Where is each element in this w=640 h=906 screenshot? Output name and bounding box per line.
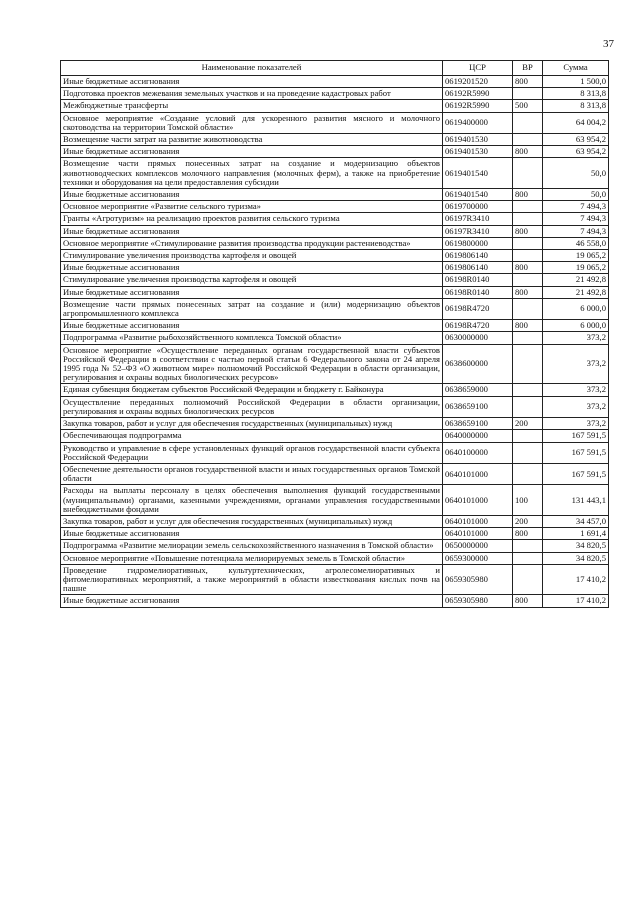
cell-csr: 0638659100 — [443, 396, 513, 417]
cell-vr: 800 — [513, 146, 543, 158]
header-vr: ВР — [513, 61, 543, 76]
cell-name: Основное мероприятие «Развитие сельского туризма» — [61, 201, 443, 213]
cell-name: Основное мероприятие «Осуществление переданных органам государственной власти субъектов Российской Федерации в соответствии с частью первой статьи 6 Федерального закона от 24 апреля 1995 года № 52–ФЗ «О животном мире» полномочий Российской Федерации в области организации, регулирования и охраны водных биологических ресурсов» — [61, 344, 443, 384]
cell-name: Обеспечение деятельности органов государственной власти и иных государственных органов Томской области — [61, 463, 443, 484]
table-row — [61, 274, 609, 286]
cell-sum: 17 410,2 — [543, 595, 609, 607]
cell-vr: 800 — [513, 76, 543, 88]
cell-csr: 0640000000 — [443, 430, 513, 442]
table-row — [61, 213, 609, 225]
cell-sum: 21 492,8 — [543, 286, 609, 298]
cell-name: Расходы на выплаты персоналу в целях обеспечения выполнения функций государственными (муниципальными) органами, казенными учреждениями, органами управления государственными внебюджетными фондами — [61, 485, 443, 516]
cell-name: Закупка товаров, работ и услуг для обеспечения государственных (муниципальных) нужд — [61, 515, 443, 527]
cell-csr: 0638659100 — [443, 418, 513, 430]
cell-vr — [513, 344, 543, 384]
cell-name: Иные бюджетные ассигнования — [61, 189, 443, 201]
cell-vr: 200 — [513, 515, 543, 527]
table-row — [61, 286, 609, 298]
cell-csr: 06197R3410 — [443, 213, 513, 225]
cell-sum: 373,2 — [543, 396, 609, 417]
cell-sum: 167 591,5 — [543, 463, 609, 484]
cell-vr — [513, 237, 543, 249]
cell-csr: 0630000000 — [443, 332, 513, 344]
table-row — [61, 134, 609, 146]
table-row — [61, 515, 609, 527]
table-row — [61, 100, 609, 112]
cell-csr: 0640101000 — [443, 515, 513, 527]
cell-sum: 1 691,4 — [543, 528, 609, 540]
cell-csr: 0640101000 — [443, 528, 513, 540]
table-row — [61, 540, 609, 552]
table-row — [61, 146, 609, 158]
cell-sum: 1 500,0 — [543, 76, 609, 88]
table-row — [61, 528, 609, 540]
cell-vr: 800 — [513, 320, 543, 332]
table-row — [61, 112, 609, 133]
cell-vr — [513, 213, 543, 225]
cell-csr: 0640100000 — [443, 442, 513, 463]
cell-name: Стимулирование увеличения производства картофеля и овощей — [61, 274, 443, 286]
cell-vr — [513, 250, 543, 262]
cell-sum: 167 591,5 — [543, 442, 609, 463]
cell-csr: 0659300000 — [443, 552, 513, 564]
cell-vr: 800 — [513, 528, 543, 540]
cell-csr: 0638600000 — [443, 344, 513, 384]
cell-vr — [513, 158, 543, 189]
cell-sum: 46 558,0 — [543, 237, 609, 249]
cell-csr: 0619700000 — [443, 201, 513, 213]
table-row — [61, 430, 609, 442]
table-header-row — [61, 61, 609, 76]
cell-csr: 0619400000 — [443, 112, 513, 133]
cell-vr — [513, 552, 543, 564]
cell-vr — [513, 564, 543, 595]
cell-sum: 64 004,2 — [543, 112, 609, 133]
table-row — [61, 552, 609, 564]
table-row — [61, 237, 609, 249]
cell-sum: 131 443,1 — [543, 485, 609, 516]
table-row — [61, 344, 609, 384]
cell-name: Подпрограмма «Развитие мелиорации земель сельскохозяйственного назначения в Томской области» — [61, 540, 443, 552]
table-row — [61, 418, 609, 430]
cell-vr: 500 — [513, 100, 543, 112]
cell-vr — [513, 396, 543, 417]
cell-name: Единая субвенция бюджетам субъектов Российской Федерации и бюджету г. Байконура — [61, 384, 443, 396]
cell-vr — [513, 201, 543, 213]
table-row — [61, 298, 609, 319]
cell-sum: 17 410,2 — [543, 564, 609, 595]
cell-csr: 0640101000 — [443, 485, 513, 516]
table-row — [61, 442, 609, 463]
cell-name: Гранты «Агротуризм» на реализацию проектов развития сельского туризма — [61, 213, 443, 225]
cell-vr — [513, 463, 543, 484]
cell-csr: 06192R5990 — [443, 88, 513, 100]
cell-name: Подготовка проектов межевания земельных участков и на проведение кадастровых работ — [61, 88, 443, 100]
cell-vr — [513, 112, 543, 133]
cell-vr — [513, 298, 543, 319]
cell-name: Проведение гидромелиоративных, культуртехнических, агролесомелиоративных и фитомелиоративных мероприятий, а также мероприятий в области известкования кислых почв на пашне — [61, 564, 443, 595]
cell-name: Иные бюджетные ассигнования — [61, 528, 443, 540]
cell-csr: 0619401540 — [443, 189, 513, 201]
cell-sum: 373,2 — [543, 384, 609, 396]
cell-sum: 8 313,8 — [543, 88, 609, 100]
cell-csr: 06192R5990 — [443, 100, 513, 112]
cell-vr — [513, 384, 543, 396]
cell-csr: 06198R4720 — [443, 298, 513, 319]
cell-name: Основное мероприятие «Создание условий для ускоренного развития мясного и молочного скотоводства на территории Томской области» — [61, 112, 443, 133]
cell-sum: 50,0 — [543, 158, 609, 189]
cell-csr: 0619800000 — [443, 237, 513, 249]
cell-sum: 373,2 — [543, 332, 609, 344]
cell-name: Возмещение части затрат на развитие животноводства — [61, 134, 443, 146]
header-csr: ЦСР — [443, 61, 513, 76]
cell-sum: 6 000,0 — [543, 320, 609, 332]
cell-name: Осуществление переданных полномочий Российской Федерации в области организации, регулирования и охраны водных биологических ресурсов — [61, 396, 443, 417]
cell-name: Основное мероприятие «Повышение потенциала мелиорируемых земель в Томской области» — [61, 552, 443, 564]
cell-sum: 19 065,2 — [543, 262, 609, 274]
cell-csr: 0619806140 — [443, 250, 513, 262]
cell-sum: 34 820,5 — [543, 540, 609, 552]
table-row — [61, 201, 609, 213]
cell-sum: 34 457,0 — [543, 515, 609, 527]
table-row — [61, 158, 609, 189]
table-row — [61, 320, 609, 332]
cell-csr: 06198R4720 — [443, 320, 513, 332]
cell-vr — [513, 540, 543, 552]
budget-table — [60, 60, 609, 608]
cell-sum: 373,2 — [543, 418, 609, 430]
cell-csr: 0640101000 — [443, 463, 513, 484]
cell-sum: 50,0 — [543, 189, 609, 201]
page-number: 37 — [603, 38, 614, 50]
cell-sum: 34 820,5 — [543, 552, 609, 564]
table-row — [61, 332, 609, 344]
cell-vr — [513, 274, 543, 286]
cell-name: Иные бюджетные ассигнования — [61, 76, 443, 88]
cell-name: Основное мероприятие «Стимулирование развития производства продукции растениеводства» — [61, 237, 443, 249]
cell-vr: 800 — [513, 262, 543, 274]
cell-csr: 06197R3410 — [443, 225, 513, 237]
cell-name: Возмещение части прямых понесенных затрат на создание и модернизацию объектов животноводческих комплексов молочного направления (молочных ферм), а также на приобретение техники и оборудования на цели предоставления субсидии — [61, 158, 443, 189]
table-row — [61, 564, 609, 595]
cell-name: Руководство и управление в сфере установленных функций органов государственной власти субъекта Российской Федерации — [61, 442, 443, 463]
cell-csr: 0619806140 — [443, 262, 513, 274]
cell-vr — [513, 332, 543, 344]
cell-csr: 0650000000 — [443, 540, 513, 552]
cell-csr: 0659305980 — [443, 595, 513, 607]
cell-sum: 7 494,3 — [543, 213, 609, 225]
cell-vr — [513, 430, 543, 442]
cell-name: Иные бюджетные ассигнования — [61, 146, 443, 158]
cell-name: Иные бюджетные ассигнования — [61, 286, 443, 298]
cell-name: Стимулирование увеличения производства картофеля и овощей — [61, 250, 443, 262]
table-row — [61, 76, 609, 88]
cell-csr: 0619401540 — [443, 158, 513, 189]
cell-sum: 19 065,2 — [543, 250, 609, 262]
cell-name: Обеспечивающая подпрограмма — [61, 430, 443, 442]
cell-csr: 0659305980 — [443, 564, 513, 595]
cell-vr: 800 — [513, 225, 543, 237]
cell-csr: 0619401530 — [443, 134, 513, 146]
header-name: Наименование показателей — [61, 61, 443, 76]
cell-csr: 0638659000 — [443, 384, 513, 396]
cell-sum: 63 954,2 — [543, 134, 609, 146]
cell-name: Закупка товаров, работ и услуг для обеспечения государственных (муниципальных) нужд — [61, 418, 443, 430]
header-sum: Сумма — [543, 61, 609, 76]
cell-name: Иные бюджетные ассигнования — [61, 595, 443, 607]
table-row — [61, 88, 609, 100]
cell-vr: 800 — [513, 189, 543, 201]
cell-sum: 7 494,3 — [543, 225, 609, 237]
cell-sum: 8 313,8 — [543, 100, 609, 112]
cell-vr — [513, 134, 543, 146]
table-row — [61, 396, 609, 417]
table-body — [61, 76, 609, 608]
cell-sum: 63 954,2 — [543, 146, 609, 158]
cell-vr — [513, 88, 543, 100]
cell-name: Иные бюджетные ассигнования — [61, 225, 443, 237]
table-row — [61, 250, 609, 262]
cell-sum: 6 000,0 — [543, 298, 609, 319]
cell-vr: 800 — [513, 286, 543, 298]
cell-vr: 200 — [513, 418, 543, 430]
cell-sum: 7 494,3 — [543, 201, 609, 213]
table-row — [61, 485, 609, 516]
cell-name: Иные бюджетные ассигнования — [61, 262, 443, 274]
table-row — [61, 262, 609, 274]
cell-sum: 167 591,5 — [543, 430, 609, 442]
cell-csr: 06198R0140 — [443, 286, 513, 298]
table-row — [61, 189, 609, 201]
cell-sum: 373,2 — [543, 344, 609, 384]
cell-name: Возмещение части прямых понесенных затрат на создание и (или) модернизацию объектов агропромышленного комплекса — [61, 298, 443, 319]
cell-csr: 06198R0140 — [443, 274, 513, 286]
cell-name: Иные бюджетные ассигнования — [61, 320, 443, 332]
cell-name: Подпрограмма «Развитие рыбохозяйственного комплекса Томской области» — [61, 332, 443, 344]
cell-vr — [513, 442, 543, 463]
cell-csr: 0619401530 — [443, 146, 513, 158]
cell-name: Межбюджетные трансферты — [61, 100, 443, 112]
table-row — [61, 463, 609, 484]
cell-csr: 0619201520 — [443, 76, 513, 88]
table-row — [61, 595, 609, 607]
cell-vr: 100 — [513, 485, 543, 516]
table-row — [61, 384, 609, 396]
table-row — [61, 225, 609, 237]
cell-vr: 800 — [513, 595, 543, 607]
cell-sum: 21 492,8 — [543, 274, 609, 286]
